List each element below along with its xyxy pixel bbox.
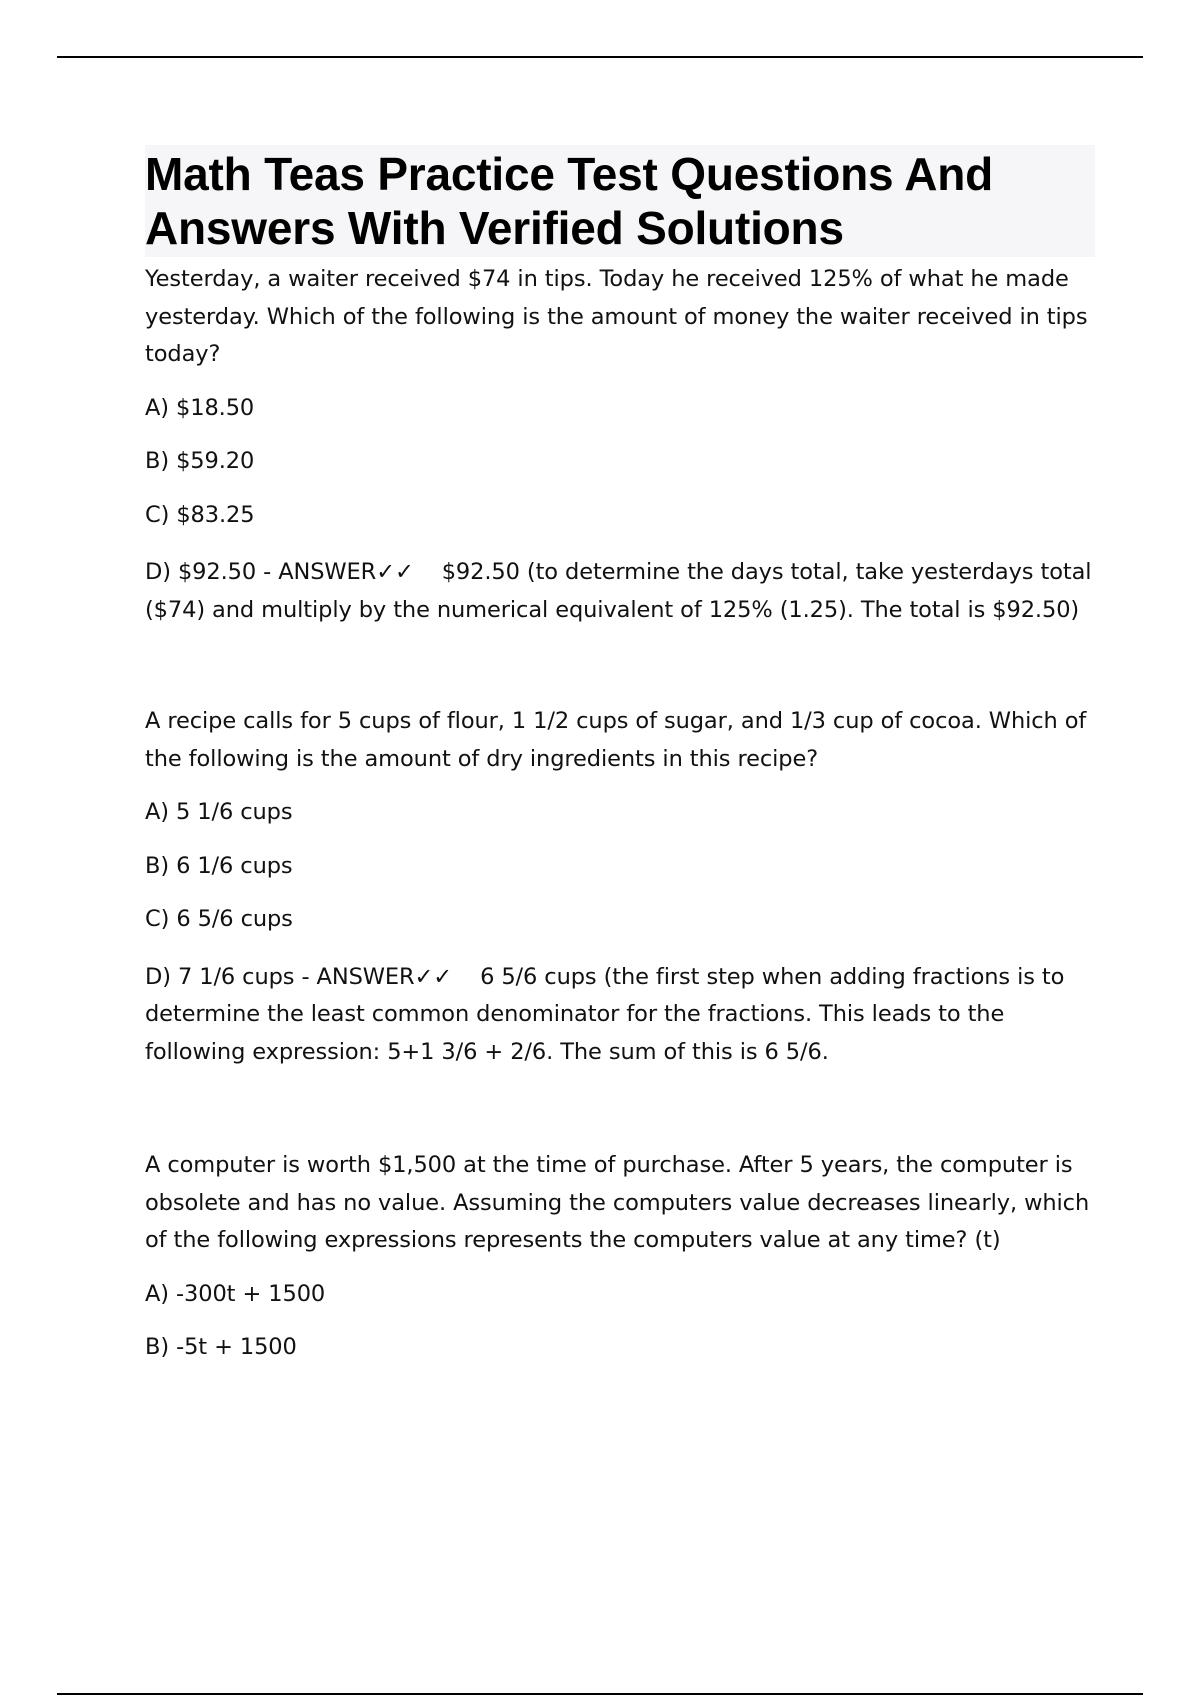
option-c: C) 6 5/6 cups [145, 906, 293, 932]
question-1 [145, 261, 1095, 629]
question-2 [145, 703, 1095, 1071]
option-a: A) 5 1/6 cups [145, 799, 293, 825]
answer-option: D) 7 1/6 cups - ANSWER✓✓ [145, 963, 453, 990]
option-b: B) -5t + 1500 [145, 1334, 297, 1360]
document-body [145, 145, 1095, 1367]
question-text: Yesterday, a waiter received $74 in tips. Today he received 125% of what he made yesterday. Which of the following is the amount of money the waiter received in tips today? [145, 266, 1088, 367]
answer-explanation: $92.50 (to determine the days total, take yesterdays total ($74) and multiply by the numerical equivalent of 125% (1.25). The total is $92.50) [145, 559, 1092, 623]
question-3 [145, 1147, 1095, 1367]
question-text: A recipe calls for 5 cups of flour, 1 1/2 cups of sugar, and 1/3 cup of cocoa. Which of the following is the amount of dry ingredients in this recipe? [145, 708, 1087, 772]
option-b: B) 6 1/6 cups [145, 852, 293, 879]
option-c: C) $83.25 [145, 501, 255, 528]
answer-option: D) $92.50 - ANSWER✓✓ [145, 559, 414, 585]
answer-explanation: 6 5/6 cups (the first step when adding fractions is to determine the least common denominator for the fractions. This leads to the following expression: 5+1 3/6 + 2/6. The sum of this is 6 5/6. [145, 963, 1065, 1065]
answer-line [145, 959, 1095, 1072]
document-title: Math Teas Practice Test Questions And Answers With Verified Solutions [145, 145, 1095, 257]
option-b: B) $59.20 [145, 448, 255, 474]
question-text: A computer is worth $1,500 at the time of purchase. After 5 years, the computer is obsolete and has no value. Assuming the computers value decreases linearly, which of the following expressions represents the computers value at any time? (t) [145, 1152, 1090, 1253]
top-rule [57, 56, 1143, 58]
option-a: A) $18.50 [145, 394, 255, 421]
answer-line [145, 554, 1095, 629]
bottom-rule [57, 1693, 1143, 1695]
option-a: A) -300t + 1500 [145, 1280, 326, 1307]
